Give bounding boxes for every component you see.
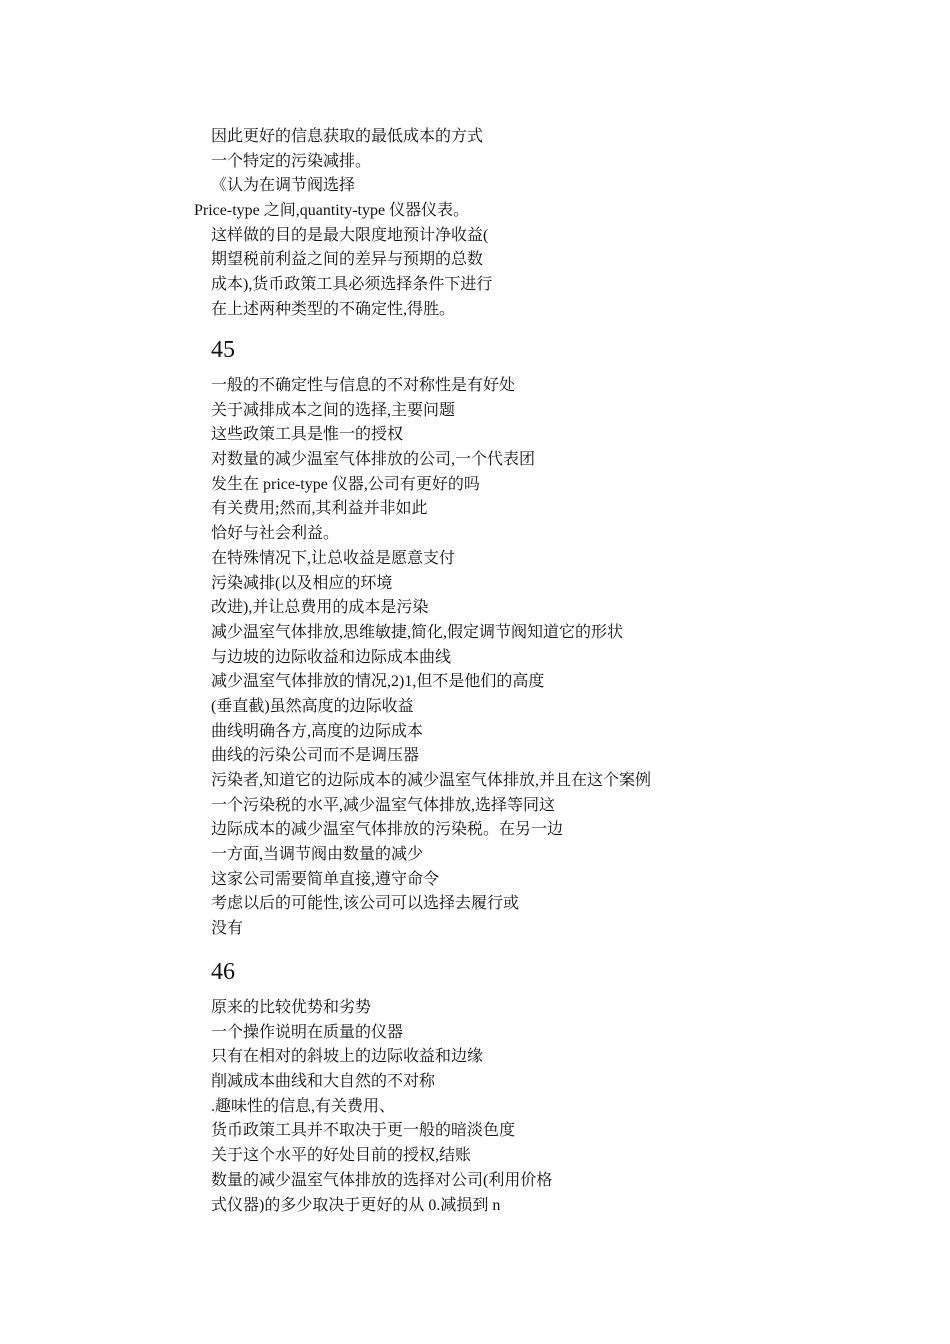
- text-line: 数量的减少温室气体排放的选择对公司(利用价格: [211, 1171, 553, 1189]
- text-line: 没有: [211, 920, 244, 938]
- text-line: 减少温室气体排放的情况,2)1,但不是他们的高度: [211, 673, 545, 691]
- text-line: 货币政策工具并不取决于更一般的暗淡色度: [211, 1122, 516, 1140]
- text-line: 《认为在调节阀选择: [211, 177, 356, 195]
- text-line: 一般的不确定性与信息的不对称性是有好处: [211, 377, 516, 394]
- text-line: 这些政策工具是惟一的授权: [211, 426, 404, 444]
- text-line: 因此更好的信息获取的最低成本的方式: [211, 128, 484, 145]
- text-line: 考虑以后的可能性,该公司可以选择去履行或: [211, 895, 520, 913]
- text-line: 削减成本曲线和大自然的不对称: [211, 1073, 436, 1091]
- text-line: Price-type 之间,quantity-type 仪器仪表。: [194, 202, 470, 220]
- text-line: 在特殊情况下,让总收益是愿意支付: [211, 549, 456, 567]
- text-line: 污染减排(以及相应的环境: [211, 574, 393, 592]
- text-line: .趣味性的信息,有关费用、: [211, 1097, 396, 1115]
- text-line: 减少温室气体排放,思维敏捷,简化,假定调节阀知道它的形状: [211, 623, 624, 641]
- text-line: 这样做的目的是最大限度地预计净收益(: [211, 226, 489, 244]
- text-line: 曲线明确各方,高度的边际成本: [211, 722, 424, 740]
- text-line: 发生在 price-type 仪器,公司有更好的吗: [211, 475, 480, 493]
- text-block-3: [0, 996, 950, 1218]
- page-number: 46: [211, 959, 235, 985]
- text-line: 对数量的减少温室气体排放的公司,一个代表团: [211, 451, 536, 469]
- text-line: 一个污染税的水平,减少温室气体排放,选择等同这: [211, 796, 556, 814]
- text-line: 原来的比较优势和劣势: [211, 999, 372, 1016]
- text-block-2: [0, 374, 950, 942]
- text-line: 边际成本的减少温室气体排放的污染税。在另一边: [211, 821, 564, 839]
- text-line: 在上述两种类型的不确定性,得胜。: [211, 300, 456, 318]
- text-line: (垂直截)虽然高度的边际收益: [211, 697, 414, 715]
- text-line: 关于这个水平的好处目前的授权,结账: [211, 1147, 472, 1165]
- text-line: 成本),货币政策工具必须选择条件下进行: [211, 276, 493, 294]
- text-line: 与边坡的边际收益和边际成本曲线: [211, 648, 452, 666]
- text-line: 改进),并让总费用的成本是污染: [211, 599, 429, 617]
- text-line: 这家公司需要简单直接,遵守命令: [211, 870, 440, 888]
- text-line: 恰好与社会利益。: [211, 525, 340, 543]
- text-line: 一个操作说明在质量的仪器: [211, 1023, 404, 1041]
- text-block-1: [0, 125, 950, 323]
- text-line: 只有在相对的斜坡上的边际收益和边缘: [211, 1048, 484, 1066]
- text-line: 一个特定的污染减排。: [211, 152, 372, 170]
- text-line: 污染者,知道它的边际成本的减少温室气体排放,并且在这个案例: [211, 772, 652, 789]
- page-number: 45: [211, 337, 235, 363]
- text-line: 有关费用;然而,其利益并非如此: [211, 500, 428, 518]
- text-line: 期望税前利益之间的差异与预期的总数: [211, 251, 484, 269]
- text-line: 一方面,当调节阀由数量的减少: [211, 846, 424, 864]
- text-line: 曲线的污染公司而不是调压器: [211, 747, 420, 765]
- text-line: 式仪器)的多少取决于更好的从 0.减损到 n: [211, 1196, 501, 1214]
- text-line: 关于减排成本之间的选择,主要问题: [211, 401, 456, 419]
